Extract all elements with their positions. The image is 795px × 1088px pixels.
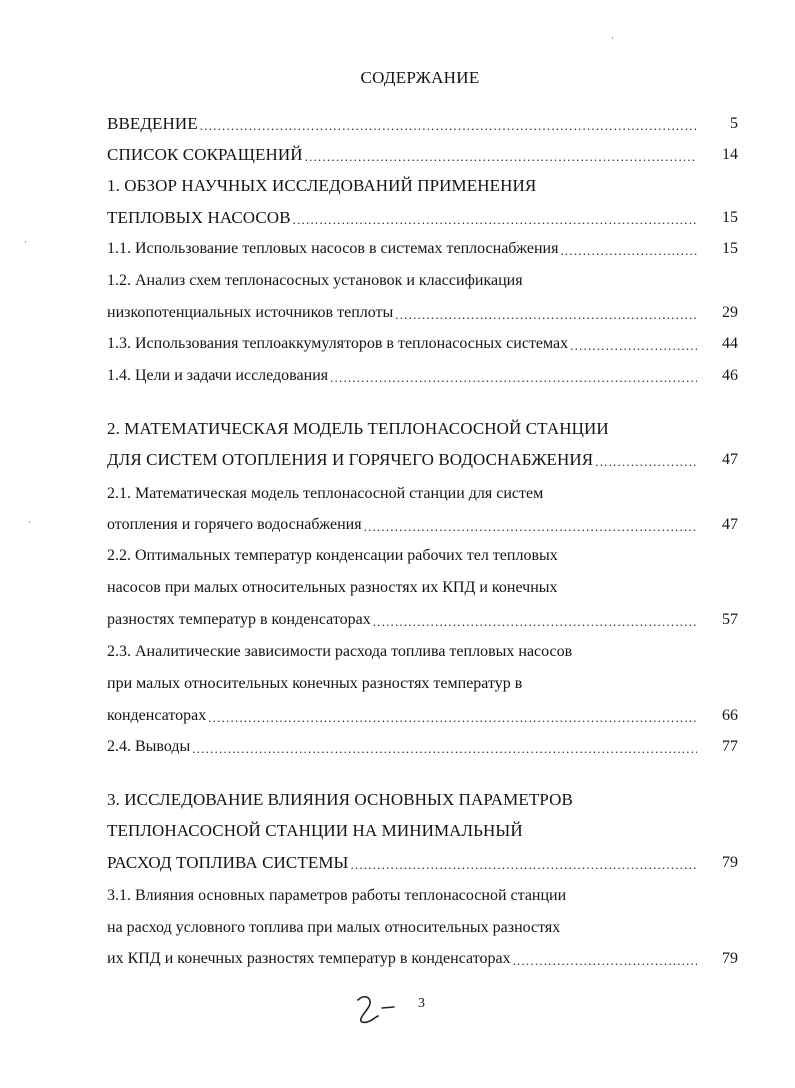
- page-title: СОДЕРЖАНИЕ: [360, 68, 480, 87]
- toc-entry-2-4: [107, 733, 697, 757]
- toc-entry-1-1: [107, 235, 697, 259]
- toc-leader-dots: [208, 710, 697, 726]
- toc-entry-text: 2.4. Выводы: [107, 738, 191, 755]
- toc-entry-1-4: [107, 362, 697, 386]
- toc-entry-text: 1. ОБЗОР НАУЧНЫХ ИССЛЕДОВАНИЙ ПРИМЕНЕНИЯ: [107, 176, 537, 195]
- toc-entry-abbreviations: [107, 141, 697, 165]
- toc-leader-dots: [560, 243, 697, 259]
- toc-page-number: 57: [722, 611, 738, 628]
- toc-entry-text: ТЕПЛОНАСОСНОЙ СТАНЦИИ НА МИНИМАЛЬНЫЙ: [107, 821, 523, 840]
- toc-entry-2-1: [107, 480, 697, 504]
- toc-entry-1-3: [107, 330, 697, 354]
- toc-entry-text: РАСХОД ТОПЛИВА СИСТЕМЫ: [107, 853, 349, 872]
- toc-entry-chapter-2: [107, 415, 697, 439]
- toc-entry-text: на расход условного топлива при малых относительных разностях: [107, 919, 561, 936]
- scan-speck: ·: [611, 33, 614, 43]
- toc-entry-1-2: [107, 267, 697, 291]
- toc-leader-dots: [330, 370, 697, 386]
- toc-entry-text: 1.2. Анализ схем теплонасосных установок и классификация: [107, 272, 523, 289]
- toc-page-number: 5: [730, 115, 738, 132]
- toc-entry-2-2-cont2: [107, 606, 697, 630]
- toc-leader-dots: [200, 118, 697, 134]
- toc-entry-chapter-1: [107, 172, 697, 196]
- toc-entry-2-2-cont1: [107, 574, 697, 598]
- toc-entry-text: СПИСОК СОКРАЩЕНИЙ: [107, 145, 303, 164]
- toc-leader-dots: [595, 454, 697, 470]
- toc-entry-text: конденсаторах: [107, 707, 207, 724]
- toc-leader-dots: [364, 519, 697, 535]
- toc-page-number: 14: [722, 146, 738, 163]
- toc-entry-text: при малых относительных конечных разностях температур в: [107, 675, 523, 692]
- toc-entry-text: ТЕПЛОВЫХ НАСОСОВ: [107, 208, 291, 227]
- toc-entry-3-1-cont1: [107, 914, 697, 938]
- toc-page-number: 66: [722, 707, 738, 724]
- toc-page-number: 79: [722, 854, 738, 871]
- toc-page-number: 29: [722, 304, 738, 321]
- toc-entry-text: ВВЕДЕНИЕ: [107, 114, 198, 133]
- toc-entry-2-3: [107, 638, 697, 662]
- toc-entry-text: 1.3. Использования теплоаккумуляторов в теплонасосных системах: [107, 335, 569, 352]
- toc-entry-chapter-3-cont1: [107, 817, 697, 841]
- toc-leader-dots: [192, 741, 697, 757]
- toc-entry-chapter-3-cont2: [107, 849, 697, 873]
- toc-page-number: 46: [722, 367, 738, 384]
- toc-leader-dots: [570, 338, 697, 354]
- page-number: 3: [418, 996, 425, 1011]
- toc-entry-2-3-cont2: [107, 702, 697, 726]
- toc-leader-dots: [513, 953, 697, 969]
- scan-speck: ·: [28, 517, 31, 527]
- toc-entry-2-1-cont: [107, 511, 697, 535]
- toc-entry-chapter-1-cont: [107, 204, 697, 228]
- toc-entry-text: 2.2. Оптимальных температур конденсации рабочих тел тепловых: [107, 547, 558, 564]
- toc-entry-text: отопления и горячего водоснабжения: [107, 516, 362, 533]
- toc-entry-text: 3.1. Влияния основных параметров работы теплонасосной станции: [107, 887, 567, 904]
- toc-entry-text: 1.1. Использование тепловых насосов в системах теплоснабжения: [107, 240, 559, 257]
- toc-page-number: 47: [722, 516, 738, 533]
- toc-entry-text: насосов при малых относительных разностях их КПД и конечных: [107, 579, 558, 596]
- toc-entry-text: 1.4. Цели и задачи исследования: [107, 367, 329, 384]
- toc-page-number: 15: [722, 209, 738, 226]
- scan-speck: ·: [24, 237, 27, 247]
- toc-entry-3-1-cont2: [107, 945, 697, 969]
- toc-entry-3-1: [107, 882, 697, 906]
- toc-entry-text: разностях температур в конденсаторах: [107, 611, 371, 628]
- toc-leader-dots: [395, 307, 697, 323]
- toc-entry-text: 2.3. Аналитические зависимости расхода топлива тепловых насосов: [107, 643, 573, 660]
- toc-entry-text: 3. ИССЛЕДОВАНИЕ ВЛИЯНИЯ ОСНОВНЫХ ПАРАМЕТРОВ: [107, 790, 573, 809]
- toc-page-number: 47: [722, 451, 738, 468]
- toc-entry-chapter-3: [107, 786, 697, 810]
- toc-page-number: 77: [722, 738, 738, 755]
- handwritten-mark-icon: [350, 990, 450, 1030]
- toc-entry-text: 2.1. Математическая модель теплонасосной станции для систем: [107, 485, 544, 502]
- toc-leader-dots: [305, 149, 697, 165]
- toc-entry-chapter-2-cont: [107, 446, 697, 470]
- toc-entry-2-2: [107, 542, 697, 566]
- toc-leader-dots: [373, 614, 697, 630]
- toc-entry-2-3-cont1: [107, 670, 697, 694]
- toc-entry-text: 2. МАТЕМАТИЧЕСКАЯ МОДЕЛЬ ТЕПЛОНАСОСНОЙ СТАНЦИИ: [107, 419, 609, 438]
- toc-entry-text: низкопотенциальных источников теплоты: [107, 304, 394, 321]
- toc-page-number: 79: [722, 950, 738, 967]
- toc-page-number: 44: [722, 335, 738, 352]
- toc-entry-text: их КПД и конечных разностях температур в конденсаторах: [107, 950, 511, 967]
- toc-entry-introduction: [107, 110, 697, 134]
- toc-entry-1-2-cont: [107, 299, 697, 323]
- toc-leader-dots: [293, 212, 697, 228]
- toc-page-number: 15: [722, 240, 738, 257]
- toc-leader-dots: [350, 857, 697, 873]
- toc-entry-text: ДЛЯ СИСТЕМ ОТОПЛЕНИЯ И ГОРЯЧЕГО ВОДОСНАБЖЕНИЯ: [107, 450, 594, 469]
